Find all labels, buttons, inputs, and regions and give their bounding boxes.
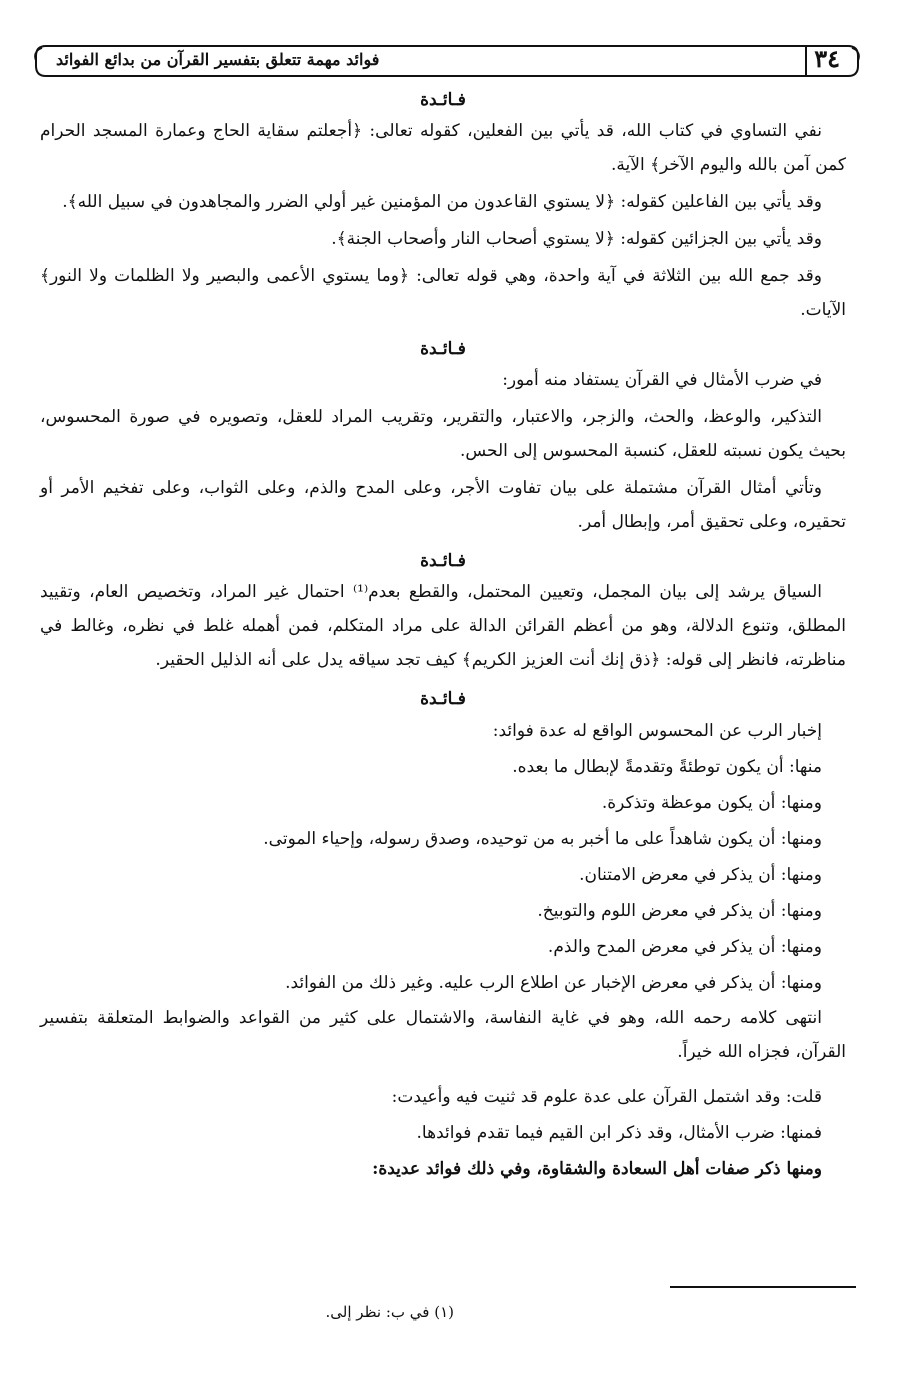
paragraph: وقد جمع الله بين الثلاثة في آية واحدة، وهي قوله تعالى: ﴿وما يستوي الأعمى والبصير ولا الظلمات ولا النور﴾ الآيات. — [40, 266, 846, 320]
list-intro: إخبار الرب عن المحسوس الواقع له عدة فوائد: — [492, 721, 822, 741]
main-text — [40, 88, 846, 1197]
page-number: ٣٤ — [814, 44, 840, 73]
final-notes — [40, 1079, 846, 1187]
paragraph: السياق يرشد إلى بيان المجمل، وتعيين المحتمل، والقطع بعدم⁽¹⁾ احتمال غير المراد، وتخصيص العام، وتقييد المطلق، وتنوع الدلالة، وهو من أعظم القرائن الدالة على مراد المتكلم، فمن أهمله غلط في نظره، وغالط في مناظرته، فانظر إلى قوله: ﴿ذق إنك أنت العزيز الكريم﴾ كيف تجد سياقه يدل على أنه الذليل الحقير. — [40, 582, 846, 670]
list-item: ومنها: أن يكون شاهداً على ما أخبر به من توحيده، وصدق رسوله، وإحياء الموتى. — [263, 829, 822, 849]
paragraph: نفي التساوي في كتاب الله، قد يأتي بين الفعلين، كقوله تعالى: ﴿أجعلتم سقاية الحاج وعمارة المسجد الحرام كمن آمن بالله واليوم الآخر﴾ الآية. — [40, 121, 846, 175]
section-heading: فـائـدة — [420, 551, 466, 571]
section-heading: فـائـدة — [420, 339, 466, 359]
running-header — [32, 42, 862, 80]
list-item: ومنها: أن يذكر في معرض الإخبار عن اطلاع الرب عليه. وغير ذلك من الفوائد. — [285, 973, 822, 993]
section-1 — [40, 88, 846, 327]
paragraph: التذكير، والوعظ، والحث، والزجر، والاعتبار، والتقرير، وتقريب المراد للعقل، وتصويره في صورة المحسوس، بحيث يكون نسبته للعقل، كنسبة المحسوس إلى الحس. — [40, 407, 846, 461]
list-item: منها: أن يكون توطئةً وتقدمةً لإبطال ما بعده. — [512, 757, 822, 777]
list-item: ومنها: أن يذكر في معرض الامتنان. — [579, 865, 822, 885]
paragraph: وتأتي أمثال القرآن مشتملة على بيان تفاوت الأجر، وعلى المدح والذم، وعلى الثواب، وعلى تفخيم الأمر أو تحقيره، وعلى تحقيق أمر، وإبطال أمر. — [40, 478, 846, 532]
section-heading: فـائـدة — [420, 689, 466, 709]
paragraph: وقد يأتي بين الجزائين كقوله: ﴿لا يستوي أصحاب النار وأصحاب الجنة﴾. — [331, 229, 822, 249]
final-line: ومنها ذكر صفات أهل السعادة والشقاوة، وفي ذلك فوائد عديدة: — [372, 1159, 822, 1179]
section-heading: فـائـدة — [420, 90, 466, 110]
final-line: فمنها: ضرب الأمثال، وقد ذكر ابن القيم فيما تقدم فوائدها. — [416, 1123, 822, 1143]
final-line: قلت: وقد اشتمل القرآن على عدة علوم قد ثنيت فيه وأعيدت: — [391, 1087, 822, 1107]
list-item: ومنها: أن يذكر في معرض اللوم والتوبيخ. — [537, 901, 822, 921]
paragraph: في ضرب الأمثال في القرآن يستفاد منه أمور: — [502, 370, 822, 390]
footnote-divider — [670, 1286, 856, 1288]
closing-paragraph: انتهى كلامه رحمه الله، وهو في غاية النفاسة، والاشتمال على كثير من القواعد والضوابط المتعلقة بتفسير القرآن، فجزاه الله خيراً. — [40, 1008, 846, 1062]
list-item: ومنها: أن يذكر في معرض المدح والذم. — [547, 937, 822, 957]
footnote: (١) في ب: نظر إلى. — [325, 1303, 454, 1321]
paragraph: وقد يأتي بين الفاعلين كقوله: ﴿لا يستوي القاعدون من المؤمنين غير أولي الضرر والمجاهدون في سبيل الله﴾. — [62, 192, 822, 212]
section-3 — [40, 549, 846, 677]
section-4 — [40, 687, 846, 1069]
section-2 — [40, 337, 846, 539]
list-item: ومنها: أن يكون موعظة وتذكرة. — [601, 793, 822, 813]
running-title: فوائد مهمة تتعلق بتفسير القرآن من بدائع الفوائد — [56, 50, 380, 69]
